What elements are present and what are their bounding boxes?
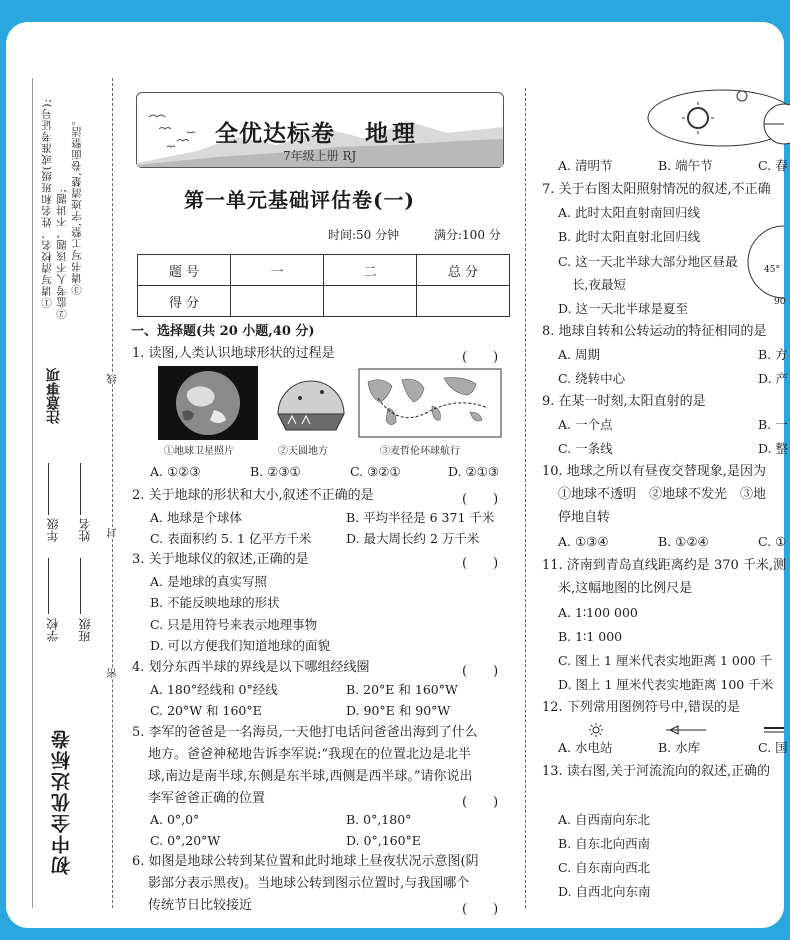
question-5-line: 李军爸爸正确的位置 (148, 791, 266, 806)
question-5-line: 地方。爸爸神秘地告诉李军说:“我现在的位置北边是北半 (148, 747, 472, 762)
score-input-cell[interactable] (231, 286, 324, 317)
option[interactable]: A. 180°经线和 0°经线 (150, 682, 278, 697)
question-12: 12. 下列常用图例符号中,错误的是 (542, 700, 740, 715)
page-frame (6, 22, 789, 928)
exam-title: 第一单元基础评估卷(一) (184, 188, 415, 212)
edition-label: 7年级上册 RJ (283, 149, 357, 163)
option[interactable]: B. 方 (758, 347, 788, 362)
question-2: 2. 关于地球的形状和大小,叙述不正确的是 (132, 488, 374, 503)
option[interactable]: A. ①②③ (150, 464, 201, 479)
exam-page (6, 22, 789, 928)
option[interactable]: B. 0°,180° (346, 812, 412, 827)
school-label: 学校 (46, 618, 60, 642)
score-input-cell[interactable] (324, 286, 417, 317)
question-10-line: 停地自转 (558, 510, 611, 525)
notice-line-3: ③请书写工整,字迹清楚,卷面整洁。 (71, 114, 83, 296)
option[interactable]: C. 一条线 (558, 441, 613, 456)
score-input-cell[interactable] (417, 286, 510, 317)
question-10: 10. 地球之所以有昼夜交替现象,是因为 (542, 464, 766, 479)
option[interactable]: D. 产 (758, 371, 789, 386)
option[interactable]: C. 自东南向西北 (558, 860, 651, 875)
option[interactable]: A. 自西南向东北 (558, 812, 650, 827)
question-5-line: 5. 李军的爸爸是一名海员,一天他打电话问爸爸出海到了什么 (132, 725, 478, 740)
option[interactable]: C. ③②① (350, 464, 401, 479)
answer-blank[interactable]: ( ) (462, 664, 499, 679)
time-label: 时间:50 分钟 (328, 228, 400, 242)
option[interactable]: B. ②③① (250, 464, 301, 479)
subject-title: 地理 (365, 120, 419, 147)
option-continued: 长,夜最短 (572, 277, 626, 292)
question-7: 7. 关于右图太阳照射情况的叙述,不正确 (542, 182, 771, 197)
option[interactable]: A. 地球是个球体 (150, 510, 242, 525)
header-cell: 题 号 (138, 255, 231, 286)
figure-caption: ③麦哲伦环球航行 (380, 446, 460, 457)
question-10-line: ①地球不透明 ②地球不发光 ③地 (558, 487, 767, 502)
orbit-diagram (642, 84, 784, 154)
notice-title: 注意事项 (46, 368, 62, 424)
class-label: 班级 (78, 618, 92, 642)
question-11: 11. 济南到青岛直线距离约是 370 千米,测 (542, 558, 787, 573)
option[interactable]: D. 0°,160°E (346, 833, 421, 848)
option[interactable]: B. 20°E 和 160°W (346, 682, 458, 697)
binding-strip (26, 78, 118, 908)
option[interactable]: B. 1∶1 000 (558, 629, 623, 644)
round-sky-square-earth-figure (272, 368, 350, 438)
question-6-line: 影部分表示黑夜)。当地球公转到图示位置时,与我国哪个 (148, 876, 470, 891)
option[interactable]: D. 最大周长约 2 万千米 (346, 531, 480, 546)
header-cell: 一 (231, 255, 324, 286)
notice-line-2: ②监考人不该题、不讲题; (56, 188, 68, 320)
figure-caption: ②天圆地方 (278, 446, 328, 457)
question-6-line: 6. 如图是地球公转到某位置和此时地球上昼夜状况示意图(阴 (132, 854, 479, 869)
option[interactable]: A. 0°,0° (150, 812, 200, 827)
option[interactable]: A. 1∶100 000 (558, 605, 638, 620)
question-6-line: 传统节日比较接近 (148, 898, 253, 913)
answer-blank[interactable]: ( ) (462, 350, 499, 365)
series-title: 全优达标卷 (215, 120, 335, 147)
question-13: 13. 读右图,关于河流流向的叙述,正确的 (542, 764, 771, 779)
seal-mark-feng: 封 (108, 528, 119, 538)
option[interactable]: C. 0°,20°W (150, 833, 221, 848)
option[interactable]: A. 周期 (558, 347, 600, 362)
option[interactable]: B. 平均半径是 6 371 千米 (346, 510, 495, 525)
option[interactable]: C. 图上 1 厘米代表实地距离 1 000 千 (558, 653, 773, 668)
option[interactable]: D. 90°E 和 90°W (346, 703, 451, 718)
option[interactable]: A. 一个点 (558, 417, 613, 432)
option[interactable]: C. ① (758, 534, 787, 549)
option[interactable]: C. 国 (758, 740, 788, 755)
option[interactable]: C. 这一天北半球大部分地区昼最 (558, 254, 738, 269)
option[interactable]: B. 此时太阳直射北回归线 (558, 229, 701, 244)
option[interactable]: D. 图上 1 厘米代表实地距离 100 千米 (558, 677, 774, 692)
question-5-line: 球,南边是南半球,东侧是东半球,西侧是西半球。”请你说出 (148, 769, 473, 784)
option[interactable]: A. 清明节 (558, 158, 613, 173)
header-box (136, 92, 504, 168)
option[interactable]: A. ①③④ (558, 534, 609, 549)
question-11-line: 米,这幅地图的比例尺是 (558, 581, 693, 596)
answer-blank[interactable]: ( ) (462, 492, 499, 507)
full-score-label: 满分:100 分 (434, 228, 501, 242)
option[interactable]: B. 一 (758, 417, 788, 432)
option[interactable]: C. 绕转中心 (558, 371, 626, 386)
option[interactable]: C. 表面积约 5. 1 亿平方千米 (150, 531, 312, 546)
question-9: 9. 在某一时刻,太阳直射的是 (542, 394, 706, 409)
column-divider (525, 88, 526, 908)
question-1: 1. 读图,人类认识地球形状的过程是 (132, 346, 335, 361)
seal-mark-xian: 线 (108, 374, 119, 384)
earth-photo-figure (158, 366, 258, 440)
figure-label: 45° (764, 265, 780, 275)
option[interactable]: C. 20°W 和 160°E (150, 703, 262, 718)
header-cell: 二 (324, 255, 417, 286)
score-label-cell: 得 分 (138, 286, 231, 317)
option[interactable]: D. 整 (758, 441, 789, 456)
name-label: 姓名 (78, 518, 92, 542)
seal-mark-mi: 密 (108, 668, 119, 678)
section-heading: 一、选择题(共 20 小题,40 分) (131, 324, 315, 339)
option[interactable]: D. 可以方便我们知道地球的面貌 (150, 638, 331, 653)
option[interactable]: D. 这一天北半球是夏至 (558, 301, 689, 316)
option[interactable]: B. 端午节 (658, 158, 713, 173)
score-table (137, 254, 510, 317)
option[interactable]: B. 不能反映地球的形状 (150, 595, 280, 610)
option[interactable]: C. 春 (758, 158, 788, 173)
figure-label: 90 (774, 297, 786, 307)
answer-blank[interactable]: ( ) (462, 556, 499, 571)
legend-symbols (584, 722, 784, 738)
option[interactable]: B. 水库 (658, 740, 701, 755)
question-8: 8. 地球自转和公转运动的特征相同的是 (542, 324, 767, 339)
question-3: 3. 关于地球仪的叙述,正确的是 (132, 552, 309, 567)
magellan-route-map-figure (358, 368, 502, 438)
option[interactable]: B. ①②④ (658, 534, 709, 549)
brand-vertical: 初中全优达标卷 (51, 728, 73, 875)
grade-label: 年级 (46, 518, 60, 542)
option[interactable]: A. 是地球的真实写照 (150, 574, 267, 589)
header-cell: 总 分 (417, 255, 510, 286)
option[interactable]: D. ②①③ (448, 464, 500, 479)
option[interactable]: C. 只是用符号来表示地理事物 (150, 617, 318, 632)
option[interactable]: A. 此时太阳直射南回归线 (558, 205, 700, 220)
option[interactable]: D. 自西北向东南 (558, 884, 651, 899)
notice-line-1: ①请写清校名、姓名和班级(或准考证号); (41, 98, 53, 309)
answer-blank[interactable]: ( ) (462, 795, 499, 810)
option[interactable]: A. 水电站 (558, 740, 613, 755)
answer-blank[interactable]: ( ) (462, 902, 499, 917)
option[interactable]: B. 自东北向西南 (558, 836, 651, 851)
question-4: 4. 划分东西半球的界线是以下哪组经线圈 (132, 660, 370, 675)
figure-caption: ①地球卫星照片 (164, 446, 234, 457)
